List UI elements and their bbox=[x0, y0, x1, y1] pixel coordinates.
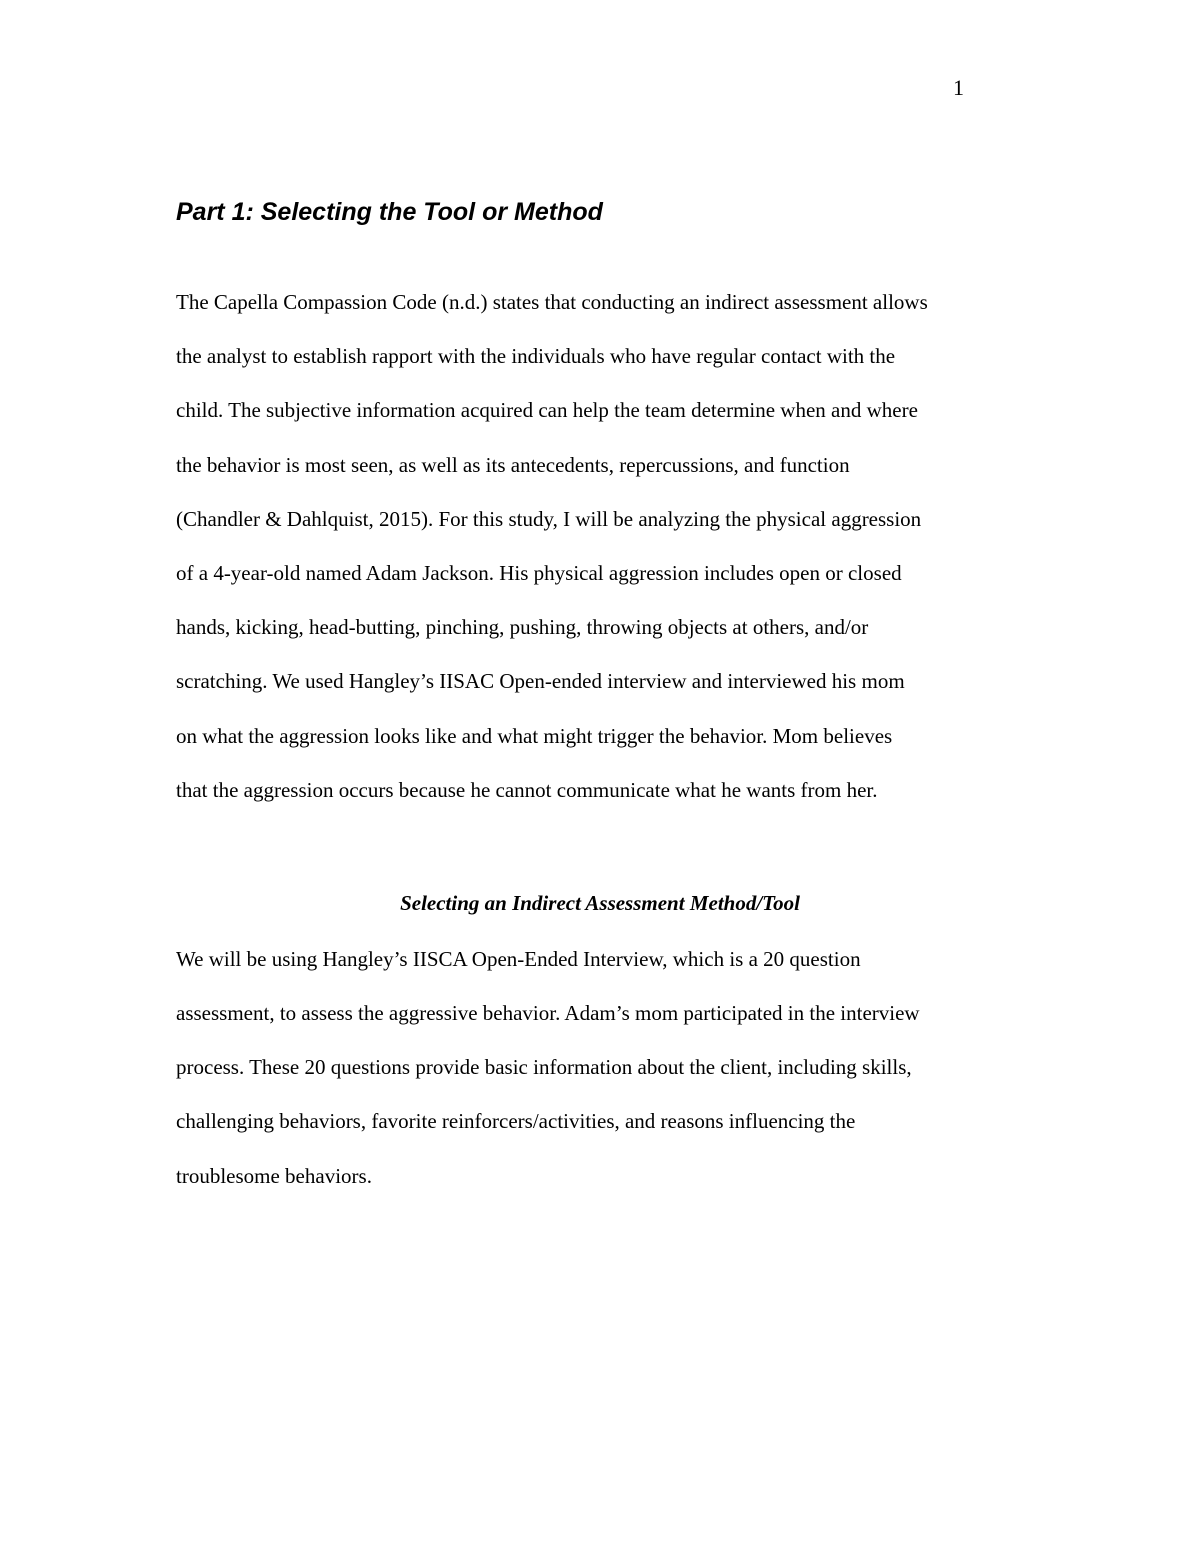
paragraph-2 bbox=[176, 932, 1036, 1203]
paragraph-line: assessment, to assess the aggressive behavior. Adam’s mom participated in the interview bbox=[176, 1001, 920, 1026]
paragraph-line: that the aggression occurs because he cannot communicate what he wants from her. bbox=[176, 777, 878, 802]
page-number: 1 bbox=[953, 75, 964, 100]
part-heading: Part 1: Selecting the Tool or Method bbox=[176, 198, 603, 226]
paragraph-line: hands, kicking, head-butting, pinching, pushing, throwing objects at others, and/or bbox=[176, 615, 869, 640]
paragraph-line: of a 4-year-old named Adam Jackson. His physical aggression includes open or closed bbox=[176, 560, 902, 585]
paragraph-line: the analyst to establish rapport with the individuals who have regular contact with the bbox=[176, 344, 896, 369]
paragraph-line: The Capella Compassion Code (n.d.) states that conducting an indirect assessment allows bbox=[176, 290, 928, 314]
paragraph-line: the behavior is most seen, as well as its antecedents, repercussions, and function bbox=[176, 452, 850, 477]
paragraph-line: child. The subjective information acquired can help the team determine when and where bbox=[176, 398, 918, 423]
paragraph-line: challenging behaviors, favorite reinforcers/activities, and reasons influencing the bbox=[176, 1109, 856, 1134]
document-content bbox=[176, 192, 1036, 1203]
paragraph-line: We will be using Hangley’s IISCA Open-Ended Interview, which is a 20 question bbox=[176, 946, 861, 971]
section-heading: Selecting an Indirect Assessment Method/Tool bbox=[400, 890, 800, 915]
paragraph-line: troublesome behaviors. bbox=[176, 1163, 372, 1188]
paragraph-line: scratching. We used Hangley’s IISAC Open-ended interview and interviewed his mom bbox=[176, 669, 905, 694]
paragraph-line: on what the aggression looks like and what might trigger the behavior. Mom believes bbox=[176, 723, 893, 748]
paragraph-line: process. These 20 questions provide basic information about the client, including skills, bbox=[176, 1055, 912, 1080]
paragraph-line: (Chandler & Dahlquist, 2015). For this study, I will be analyzing the physical aggression bbox=[176, 506, 922, 531]
paragraph-1 bbox=[176, 275, 1036, 817]
